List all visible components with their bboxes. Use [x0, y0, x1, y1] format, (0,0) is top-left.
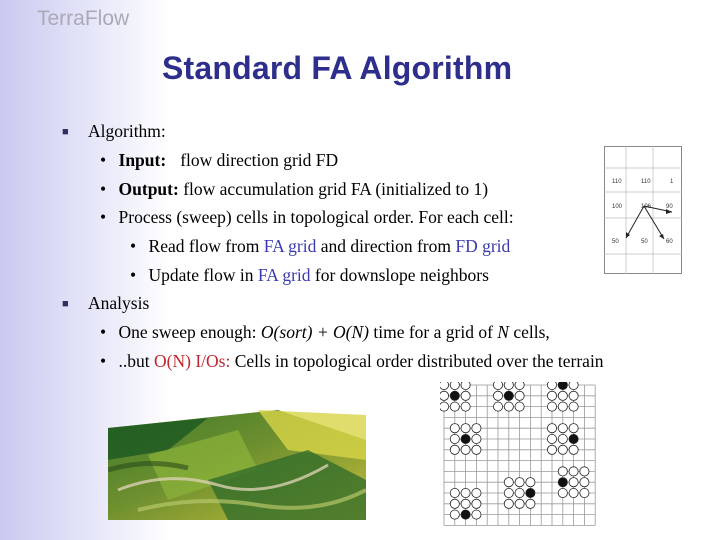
- grid-cell-circle: [493, 391, 502, 400]
- grid-cell-circle: [547, 434, 556, 443]
- read-text: Read flow from: [148, 236, 264, 256]
- read-line: [130, 235, 510, 257]
- grid-cell-circle: [526, 478, 535, 487]
- grid-cell-circle: [580, 488, 589, 497]
- bullet-icon: •: [100, 351, 107, 371]
- fa-grid-ref: FA grid: [257, 265, 311, 285]
- grid-cell-circle: [504, 391, 513, 400]
- update-text: Update flow in: [148, 265, 258, 285]
- grid-cell-circle: [472, 488, 481, 497]
- sweep-text: One sweep enough:: [118, 322, 261, 342]
- grid-cell-circle: [450, 488, 459, 497]
- process-text: Process (sweep) cells in topological order. For each cell:: [118, 207, 514, 227]
- grid-cell-circle: [547, 445, 556, 454]
- grid-cell-circle: [558, 402, 567, 411]
- grid-cell-circle: [558, 445, 567, 454]
- sweep-n: N: [497, 322, 509, 342]
- grid-cell-circle: [569, 445, 578, 454]
- grid-cell-circle: [450, 510, 459, 519]
- grid-cell-circle: [558, 382, 567, 390]
- grid-cell-circle: [461, 391, 470, 400]
- grid-cell-circle: [569, 467, 578, 476]
- grid-cell-circle: [461, 402, 470, 411]
- io-line: [100, 350, 604, 372]
- grid-cell-circle: [472, 434, 481, 443]
- grid-cell-circle: [493, 382, 502, 390]
- grid-cell-circle: [515, 478, 524, 487]
- grid-cell-circle: [450, 445, 459, 454]
- topological-grid-diagram: [440, 382, 616, 532]
- bullet-icon: •: [100, 207, 107, 227]
- sweep-o1: O(: [260, 322, 280, 342]
- sweep-line: [100, 321, 550, 343]
- grid-cell-circle: [569, 391, 578, 400]
- grid-cell-circle: [580, 478, 589, 487]
- grid-cell-circle: [558, 478, 567, 487]
- grid-cell-circle: [569, 488, 578, 497]
- slide-title: Standard FA Algorithm: [162, 50, 513, 86]
- grid-cell-circle: [504, 402, 513, 411]
- grid-cell-circle: [440, 402, 449, 411]
- io-post-text: Cells in topological order distributed over the terrain: [230, 351, 604, 371]
- grid-cell-circle: [515, 391, 524, 400]
- grid-cell-circle: [547, 391, 556, 400]
- sweep-sort: sort: [279, 322, 307, 342]
- grid-cell-circle: [450, 499, 459, 508]
- grid-cell-circle: [558, 488, 567, 497]
- grid-cell-circle: [547, 424, 556, 433]
- grid-cell-circle: [569, 424, 578, 433]
- terrain-image: [108, 410, 366, 520]
- input-label: Input:: [118, 150, 167, 170]
- grid-cell-circle: [450, 424, 459, 433]
- read-mid-text: and direction from: [316, 236, 456, 256]
- grid-cell-circle: [569, 382, 578, 390]
- grid-cell-circle: [461, 445, 470, 454]
- grid-cell-circle: [558, 467, 567, 476]
- sweep-o2: ) +: [306, 322, 334, 342]
- grid-cell-circle: [461, 434, 470, 443]
- fd-cell: 106: [641, 204, 652, 210]
- grid-cell-circle: [450, 402, 459, 411]
- fd-cell: 60: [666, 239, 673, 245]
- grid-cell-circle: [569, 434, 578, 443]
- fd-cell: 110: [641, 179, 651, 185]
- grid-cell-circle: [547, 402, 556, 411]
- grid-cell-circle: [580, 467, 589, 476]
- grid-cell-circle: [526, 488, 535, 497]
- sweep-end: cells,: [508, 322, 550, 342]
- bullet-icon: •: [100, 322, 107, 342]
- input-text: flow direction grid FD: [180, 150, 339, 170]
- grid-cell-circle: [526, 499, 535, 508]
- bullet-icon: •: [100, 179, 107, 199]
- output-text: flow accumulation grid FA (initialized to 1): [183, 179, 489, 199]
- sweep-post: time for a grid of: [368, 322, 498, 342]
- process-line: [100, 206, 514, 228]
- fd-grid-ref: FD grid: [455, 236, 511, 256]
- update-line: [130, 264, 489, 286]
- grid-cell-circle: [450, 382, 459, 390]
- output-label: Output:: [118, 179, 179, 199]
- bullet-icon: •: [100, 150, 107, 170]
- grid-cell-circle: [504, 382, 513, 390]
- fd-cell: 90: [666, 204, 673, 210]
- grid-cell-circle: [558, 434, 567, 443]
- grid-cell-circle: [504, 478, 513, 487]
- grid-cell-circle: [515, 402, 524, 411]
- brand-logo-text: TerraFlow: [37, 7, 130, 30]
- analysis-heading: Analysis: [88, 293, 150, 313]
- fd-cell: 1: [670, 179, 674, 185]
- grid-cell-circle: [461, 510, 470, 519]
- algorithm-heading: Algorithm:: [88, 121, 166, 141]
- grid-cell-circle: [515, 499, 524, 508]
- grid-cell-circle: [472, 424, 481, 433]
- fd-cell: 100: [612, 204, 623, 210]
- fd-cell: 50: [641, 239, 648, 245]
- grid-cell-circle: [461, 488, 470, 497]
- grid-cell-circle: [515, 382, 524, 390]
- io-text: ..but: [118, 351, 155, 371]
- bullet-icon: •: [130, 265, 137, 285]
- input-line: [100, 149, 338, 171]
- sweep-o3: O(N): [333, 322, 369, 342]
- grid-cell-circle: [558, 391, 567, 400]
- grid-cell-circle: [440, 391, 449, 400]
- grid-cell-circle: [472, 445, 481, 454]
- grid-cell-circle: [569, 478, 578, 487]
- grid-cell-circle: [515, 488, 524, 497]
- grid-cell-circle: [472, 510, 481, 519]
- grid-cell-circle: [461, 382, 470, 390]
- grid-cell-circle: [450, 434, 459, 443]
- fd-cell: 110: [612, 179, 622, 185]
- fd-cell: 50: [612, 239, 619, 245]
- output-line: [100, 178, 488, 200]
- grid-cell-circle: [558, 424, 567, 433]
- fa-grid-ref: FA grid: [263, 236, 317, 256]
- square-bullet-icon: ■: [62, 298, 69, 310]
- flow-direction-diagram: [604, 146, 682, 274]
- grid-cell-circle: [504, 499, 513, 508]
- grid-cell-circle: [450, 391, 459, 400]
- grid-cell-circle: [504, 488, 513, 497]
- grid-cell-circle: [472, 499, 481, 508]
- grid-cell-circle: [461, 424, 470, 433]
- update-post-text: for downslope neighbors: [310, 265, 489, 285]
- io-red-text: O(N) I/Os:: [154, 351, 231, 371]
- grid-cell-circle: [440, 382, 449, 390]
- bullet-icon: •: [130, 236, 137, 256]
- square-bullet-icon: ■: [62, 126, 69, 138]
- grid-cell-circle: [461, 499, 470, 508]
- grid-cell-circle: [547, 382, 556, 390]
- grid-cell-circle: [493, 402, 502, 411]
- grid-cell-circle: [569, 402, 578, 411]
